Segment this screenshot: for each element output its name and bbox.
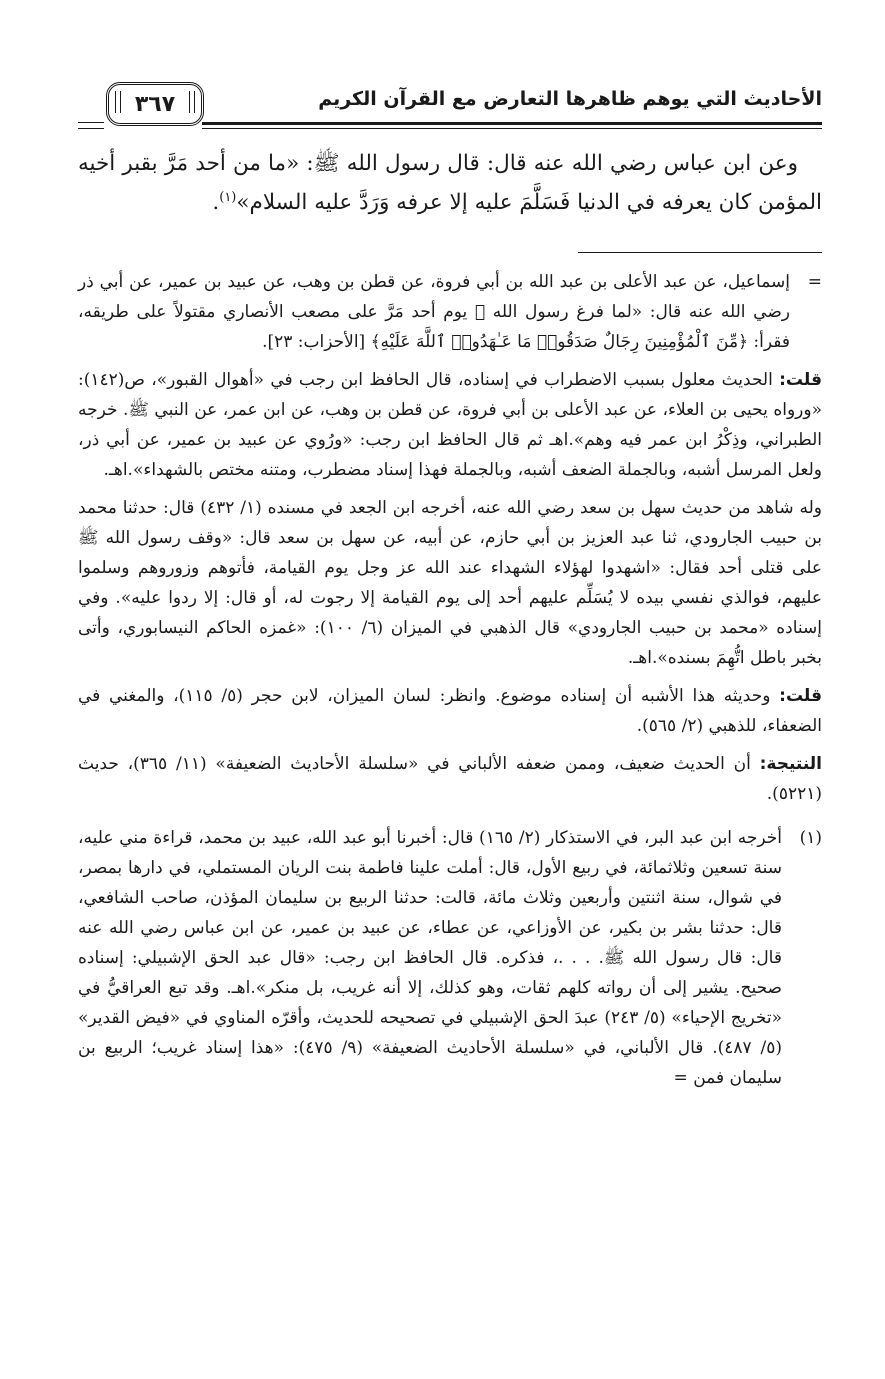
- footnote-natija: [78, 749, 822, 809]
- running-title: الأحاديث التي يوهم ظاهرها التعارض مع القرآن الكريم: [318, 88, 822, 110]
- main-text-end: .: [212, 190, 220, 215]
- continuation-mark-end: =: [673, 1068, 688, 1088]
- main-paragraph: [78, 144, 822, 222]
- book-page: [78, 78, 822, 1348]
- footnote-ref: (١): [219, 189, 237, 205]
- footnote-number: (١): [799, 828, 822, 848]
- footnote-continuation: [78, 267, 822, 357]
- page-header: [78, 78, 822, 136]
- main-text: وعن ابن عباس رضي الله عنه قال: قال رسول الله ﷺ: «ما من أحد مَرَّ بقبر أخيه المؤمن كان يعرفه في الدنيا فَسَلَّمَ عليه إلا عرفه وَرَدَّ عليه السلام»: [78, 151, 822, 215]
- qult-label: قلت:: [779, 686, 823, 706]
- footnote-separator: [578, 252, 822, 253]
- footnote-text: أن الحديث ضعيف، وممن ضعفه الألباني في «سلسلة الأحاديث الضعيفة» (١١/ ٣٦٥)، حديث (٥٢٢١).: [78, 754, 822, 804]
- page-number-box: [106, 82, 204, 126]
- header-rule: [202, 122, 822, 125]
- page-number-line: [78, 122, 104, 123]
- header-rule-thin: [202, 128, 822, 129]
- page-number-line: [78, 128, 104, 129]
- footnote-text: الحديث معلول بسبب الاضطراب في إسناده، قال الحافظ ابن رجب في «أهوال القبور»، ص(١٤٢): «ورواه يحيى بن العلاء، عن عبد الأعلى بن أبي فروة، عن قطن بن وهب، عن ابن عمر، عن النبي ﷺ. خرجه الطبراني، وذِكْرُ ابن عمر فيه وهم».اهـ ثم قال الحافظ ابن رجب: «ورُوي عن عبيد بن عمير، عن أبي ذر، ولعل المرسل أشبه، وبالجملة الضعف أشبه، وبالجملة فهذا إسناد مضطرب، ومتنه مختص بالشهداء».اهـ.: [78, 370, 822, 480]
- qult-label: قلت:: [779, 370, 822, 390]
- footnote-qult-1: [78, 365, 822, 485]
- footnote-text: إسماعيل، عن عبد الأعلى بن عبد الله بن أبي فروة، عن قطن بن وهب، عن عبيد بن عمير، عن أبي ذر رضي الله عنه قال: «لما فرغ رسول الله ﷺ يوم أحد مَرَّ على مصعب الأنصاري مقتولاً على طريقه، فقرأ: ﴿مِّنَ ٱلْمُؤْمِنِينَ رِجَالٌ صَدَقُوا۟ مَا عَـٰهَدُوا۟ ٱللَّهَ عَلَيْهِ﴾ [الأحزاب: ٢٣].: [78, 272, 790, 352]
- footnote-qult-2: [78, 681, 822, 741]
- footnote-1: [78, 823, 822, 1093]
- natija-label: النتيجة:: [759, 754, 822, 774]
- footnote-text: أخرجه ابن عبد البر، في الاستذكار (٢/ ١٦٥) قال: أخبرنا أبو عبد الله، عبيد بن محمد، قراءة مني عليه، سنة تسعين وثلاثمائة، في ربيع الأول، قال: أملت علينا فاطمة بنت الريان المستملي، في دارها بمصر، في شوال، سنة اثنتين وأربعين وثلاث مائة، قالت: حدثنا الربيع بن سليمان المؤذن، صاحب الشافعي، قال: حدثنا بشر بن بكير، عن الأوزاعي، عن عطاء، عن عبيد بن عمير، عن ابن عباس رضي الله عنه قال: قال رسول الله ﷺ. . . .، فذكره. قال الحافظ ابن رجب: «قال عبد الحق الإشبيلي: إسناده صحيح. يشير إلى أن رواته كلهم ثقات، وهو كذلك، إلا أنه غريب، بل منكر».اهـ. وقد تبع العراقيُّ في «تخريج الإحياء» (٥/ ٢٤٣) عبدَ الحق الإشبيلي في تصحيحه للحديث، وأقرّه المناوي في «فيض القدير» (٥/ ٤٨٧). قال الألباني، في «سلسلة الأحاديث الضعيفة» (٩/ ٤٧٥): «هذا إسناد غريب؛ الربيع بن سليمان فمن: [78, 828, 783, 1088]
- continuation-mark: =: [807, 272, 822, 292]
- footnote-shahid: [78, 493, 822, 673]
- footnote-text: وله شاهد من حديث سهل بن سعد رضي الله عنه، أخرجه ابن الجعد في مسنده (١/ ٤٣٢) قال: حدثنا محمد بن حبيب الجارودي، ثنا عبد العزيز بن أبي حازم، عن أبيه، عن سهل بن سعد قال: «وقف رسول الله ﷺ على قتلى أحد فقال: «اشهدوا لهؤلاء الشهداء عند الله عز وجل يوم القيامة، فأتوهم وزوروهم وسلموا عليهم، فوالذي نفسي بيده لا يُسَلِّم عليهم أحد إلى يوم القيامة إلا رجوت له، أو قال: إلا ردوا عليه». وفي إسناده «محمد بن حبيب الجارودي» قال الذهبي في الميزان (٦/ ١٠٠): «غمزه الحاكم النيسابوري، وأتى بخبر باطل اتُّهِمَ بسنده».اهـ.: [78, 498, 822, 668]
- page-number: ٣٦٧: [134, 91, 176, 117]
- footnote-text: وحديثه هذا الأشبه أن إسناده موضوع. وانظر: لسان الميزان، لابن حجر (٥/ ١١٥)، والمغني في الضعفاء، للذهبي (٢/ ٥٦٥).: [78, 686, 822, 736]
